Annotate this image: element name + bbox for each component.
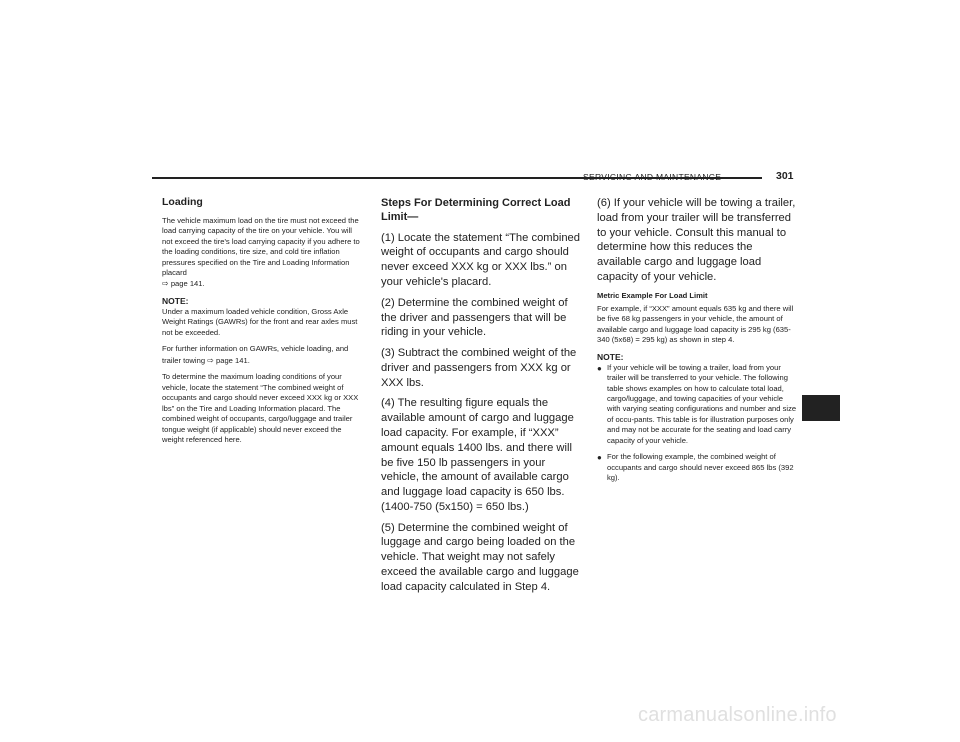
section-title: SERVICING AND MAINTENANCE bbox=[583, 172, 722, 182]
further-info bbox=[162, 344, 364, 366]
chapter-tab-label: 8 bbox=[808, 426, 815, 440]
column-right bbox=[597, 196, 797, 490]
further-info-text: For further information on GAWRs, vehicle loading, and trailer towing bbox=[162, 344, 349, 365]
note-bullet-list bbox=[597, 363, 797, 484]
page-reference-link[interactable]: page 141. bbox=[216, 355, 250, 365]
step-item: (2) Determine the combined weight of the driver and passengers that will be riding in your vehicle. bbox=[381, 296, 568, 339]
metric-text: For example, if “XXX” amount equals 635 kg and there will be five 68 kg passengers in your vehicle, the amount of available cargo and luggage load capacity is 295 kg (635-340 (5x68) = 295 kg) as shown in step 4. bbox=[597, 303, 794, 345]
list-item bbox=[597, 363, 797, 447]
loading-intro-text: The vehicle maximum load on the tire must not exceed the load carrying capacity of the tire on your vehicle. You will not exceed the tire's load carrying capacity if you adhere to the loading conditions, tire size, and cold tire inflation pressures specified on the Tire and Loading Information placard bbox=[162, 215, 360, 277]
determine-text: To determine the maximum loading conditions of your vehicle, locate the statement “The combined weight of occupants and cargo should never exceed XXX kg or XXX lbs” on the Tire and Loading Information placard. The combined weight of occupants, cargo/luggage and trailer tongue weight (if applicable) should never exceed the weight referenced here. bbox=[162, 372, 359, 445]
page-ref-arrow-icon: ⇨ bbox=[162, 279, 169, 289]
chapter-tab bbox=[802, 395, 840, 421]
step-item: (3) Subtract the combined weight of the driver and passengers from XXX kg or XXX lbs. bbox=[381, 347, 577, 389]
metric-heading: Metric Example For Load Limit bbox=[597, 290, 708, 300]
heading-steps: Steps For Determining Correct Load Limit— bbox=[381, 197, 571, 224]
column-left bbox=[162, 196, 364, 452]
list-item bbox=[597, 452, 797, 483]
page-ref-arrow-icon: ⇨ bbox=[207, 355, 214, 365]
step-item: (4) The resulting figure equals the available amount of cargo and luggage load capacity. For example, if “XXX” amount equals 1400 lbs. and there will be five 150 lb passengers in your vehicle, the amount of available cargo and luggage load capacity is 650 lbs. (1400-750 (5x150) = 650 lbs.) bbox=[381, 397, 574, 513]
loading-intro bbox=[162, 216, 364, 290]
watermark: carmanualsonline.info bbox=[638, 704, 837, 726]
bullet-text: For the following example, the combined weight of occupants and cargo should never exceed 865 lbs (392 kg). bbox=[607, 452, 794, 483]
heading-loading: Loading bbox=[162, 196, 203, 208]
bullet-text: If your vehicle will be towing a trailer, load from your trailer will be transferred to your vehicle. The following table shows examples on how to calculate total load, cargo/luggage, and towing capacities of your vehicle with varying seating configurations and number and size of occu-pants. This table is for illustration purposes only and may not be accurate for the seating and load carry capacity of your vehicle. bbox=[607, 362, 797, 445]
bullet-icon: ● bbox=[597, 363, 602, 373]
step-item: (5) Determine the combined weight of luggage and cargo being loaded on the vehicle. That weight may not safely exceed the available cargo and luggage load capacity calculated in Step 4. bbox=[381, 521, 579, 593]
bullet-icon: ● bbox=[597, 453, 602, 463]
page-reference-link[interactable]: page 141. bbox=[170, 279, 205, 289]
note-text: Under a maximum loaded vehicle condition, Gross Axle Weight Ratings (GAWRs) for the front and rear axles must not be exceeded. bbox=[162, 306, 358, 337]
column-middle bbox=[381, 196, 581, 601]
note-label: NOTE: bbox=[597, 351, 624, 362]
note-label: NOTE: bbox=[162, 295, 189, 306]
step-item: (1) Locate the statement “The combined weight of occupants and cargo should never exceed XXX kg or XXX lbs.” on your vehicle's placard. bbox=[381, 231, 580, 288]
page-number: 301 bbox=[776, 170, 794, 182]
step-item: (6) If your vehicle will be towing a trailer, load from your trailer will be transferred to your vehicle. Consult this manual to determine how this reduces the available cargo and luggage load capacity of your vehicle. bbox=[597, 197, 796, 283]
